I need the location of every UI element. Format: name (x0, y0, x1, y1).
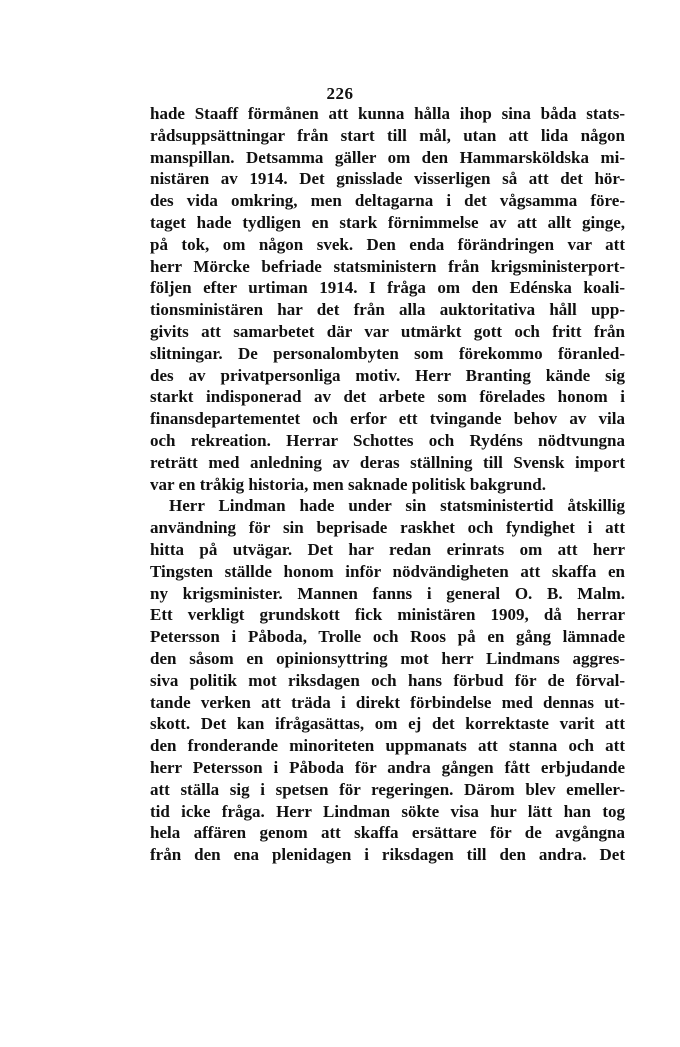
text-line: tande verken att träda i direkt förbindelse med dennas ut- (150, 692, 625, 712)
text-line: ny krigsminister. Mannen fanns i general O. B. Malm. (150, 583, 625, 603)
text-line: tid icke fråga. Herr Lindman sökte visa hur lätt han tog (150, 801, 625, 821)
text-line: finansdepartementet och erfor ett tvingande behov av vila (150, 409, 625, 429)
text-line: och rekreation. Herrar Schottes och Rydéns nödtvungna (150, 430, 625, 450)
text-line: Ett verkligt grundskott fick ministären 1909, då herrar (150, 605, 625, 625)
text-line: följen efter urtiman 1914. I fråga om den Edénska koali- (150, 278, 625, 298)
text-line: taget hade tydligen en stark förnimmelse av att allt ginge, (150, 212, 625, 232)
text-line: hela affären genom att skaffa ersättare för de avgångna (150, 823, 625, 843)
text-line: siva politik mot riksdagen och hans förbud för de förval- (150, 670, 625, 690)
text-line: slitningar. De personalombyten som förekommo föranled- (150, 343, 625, 363)
text-line: Petersson i Påboda, Trolle och Roos på en gång lämnade (150, 627, 625, 647)
text-line: nistären av 1914. Det gnisslade visserligen så att det hör- (150, 169, 625, 189)
text-line: starkt indisponerad av det arbete som förelades honom i (150, 387, 625, 407)
text-line: des vida omkring, men deltagarna i det vågsamma före- (150, 191, 625, 211)
text-line: skott. Det kan ifrågasättas, om ej det korrektaste varit att (150, 714, 625, 734)
text-line: den såsom en opinionsyttring mot herr Lindmans aggres- (150, 648, 625, 668)
text-line: rådsuppsättningar från start till mål, utan att lida någon (150, 125, 625, 145)
text-line: Tingsten ställde honom inför nödvändigheten att skaffa en (150, 561, 625, 581)
text-line: användning för sin beprisade raskhet och fyndighet i att (150, 518, 625, 538)
text-line: herr Mörcke befriade statsministern från krigsministerport- (150, 256, 625, 276)
text-line: Herr Lindman hade under sin statsministertid åtskillig (169, 496, 625, 516)
text-line: des av privatpersonliga motiv. Herr Branting kände sig (150, 365, 625, 385)
text-line: den fronderande minoriteten uppmanats att stanna och att (150, 736, 625, 756)
text-line: herr Petersson i Påboda för andra gången fått erbjudande (150, 757, 625, 777)
text-line: från den ena plenidagen i riksdagen till den andra. Det (150, 845, 625, 865)
text-line: att ställa sig i spetsen för regeringen. Därom blev emeller- (150, 779, 625, 799)
text-line: tionsministären har det från alla auktoritativa håll upp- (150, 300, 625, 320)
text-line: hitta på utvägar. Det har redan erinrats om att herr (150, 539, 625, 559)
text-line: givits att samarbetet där var utmärkt gott och fritt från (150, 321, 625, 341)
body-text (150, 103, 625, 866)
text-line: hade Staaff förmånen att kunna hålla ihop sina båda stats- (150, 104, 625, 123)
text-line: var en tråkig historia, men saknade politisk bakgrund. (150, 474, 546, 494)
text-line: på tok, om någon svek. Den enda förändringen var att (150, 234, 625, 254)
text-line: manspillan. Detsamma gäller om den Hammarsköldska mi- (150, 147, 625, 167)
page-number: 226 (326, 84, 354, 103)
text-line: reträtt med anledning av deras ställning till Svensk import (150, 452, 625, 472)
